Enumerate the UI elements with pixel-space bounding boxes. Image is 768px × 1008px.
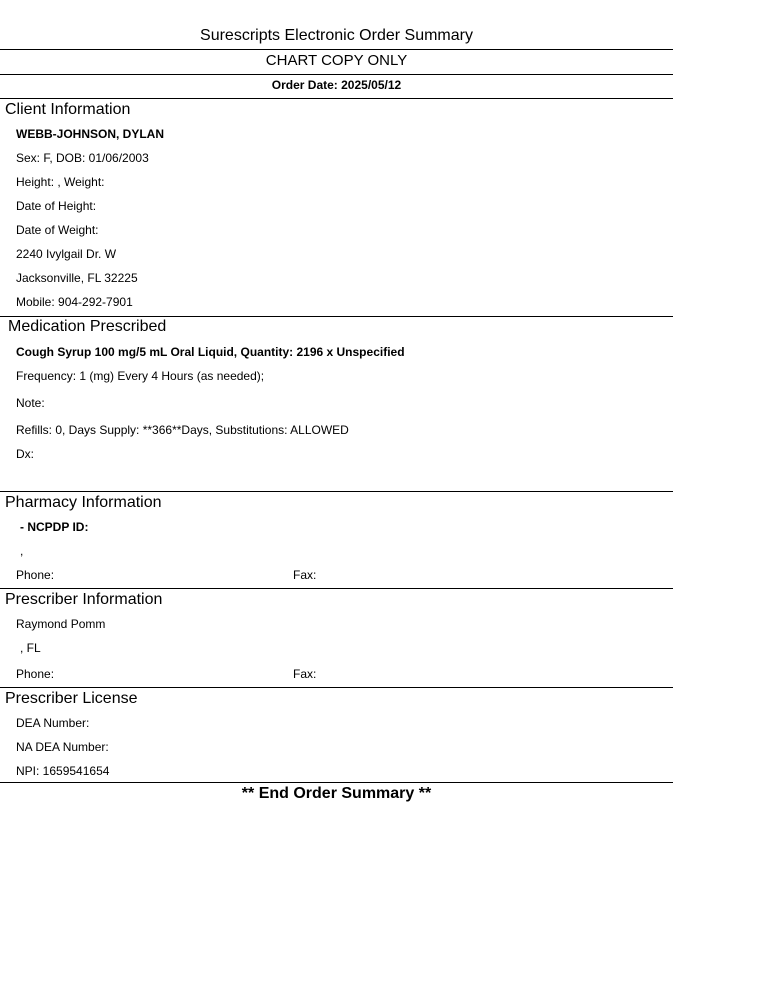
order-date: Order Date: 2025/05/12 [271, 78, 402, 92]
document-title: Surescripts Electronic Order Summary [200, 27, 473, 44]
chart-copy-label: CHART COPY ONLY [265, 52, 408, 69]
prescriber-fax: Fax: [293, 667, 317, 681]
prescriber-phone: Phone: [16, 667, 55, 681]
divider [0, 588, 673, 589]
end-order-summary: ** End Order Summary ** [241, 785, 432, 802]
client-address-line1: 2240 Ivylgail Dr. W [16, 247, 117, 261]
client-mobile: Mobile: 904-292-7901 [16, 295, 133, 309]
pharmacy-phone: Phone: [16, 568, 55, 582]
medication-frequency: Frequency: 1 (mg) Every 4 Hours (as needed); [16, 369, 265, 383]
client-date-of-weight: Date of Weight: [16, 223, 99, 237]
medication-drug: Cough Syrup 100 mg/5 mL Oral Liquid, Quantity: 2196 x Unspecified [16, 345, 405, 359]
client-address-line2: Jacksonville, FL 32225 [16, 271, 138, 285]
client-height-weight: Height: , Weight: [16, 175, 105, 189]
license-dea: DEA Number: [16, 716, 90, 730]
client-info-heading: Client Information [5, 101, 131, 118]
divider [0, 98, 673, 99]
client-date-of-height: Date of Height: [16, 199, 97, 213]
license-heading: Prescriber License [5, 690, 138, 707]
prescriber-heading: Prescriber Information [5, 591, 163, 608]
license-npi: NPI: 1659541654 [16, 764, 110, 778]
divider [0, 491, 673, 492]
license-na-dea: NA DEA Number: [16, 740, 109, 754]
divider [0, 74, 673, 75]
medication-dx: Dx: [16, 447, 34, 461]
divider [0, 49, 673, 50]
divider [0, 782, 673, 783]
prescriber-location: , FL [20, 641, 41, 655]
medication-note: Note: [16, 396, 45, 410]
client-sex-dob: Sex: F, DOB: 01/06/2003 [16, 151, 149, 165]
divider [0, 316, 673, 317]
medication-refills: Refills: 0, Days Supply: **366**Days, Substitutions: ALLOWED [16, 423, 349, 437]
pharmacy-ncpdp-id: - NCPDP ID: [20, 520, 89, 534]
medication-heading: Medication Prescribed [8, 318, 167, 335]
pharmacy-address: , [20, 544, 24, 558]
prescriber-name: Raymond Pomm [16, 617, 106, 631]
divider [0, 687, 673, 688]
pharmacy-fax: Fax: [293, 568, 317, 582]
pharmacy-heading: Pharmacy Information [5, 494, 162, 511]
client-name: WEBB-JOHNSON, DYLAN [16, 127, 165, 141]
